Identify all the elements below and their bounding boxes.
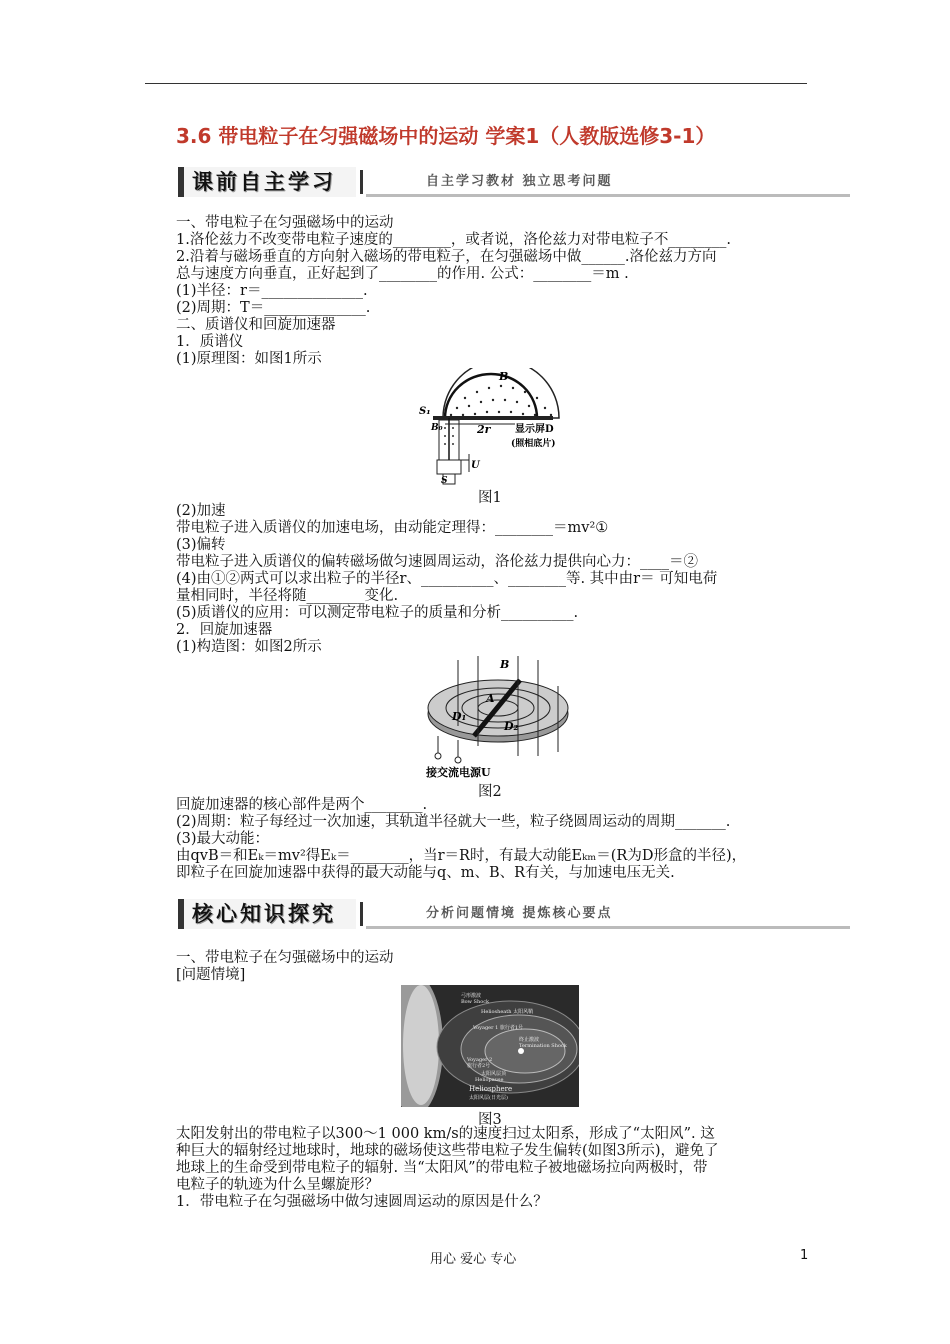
text-line: 1．带电粒子在匀强磁场中做匀速圆周运动的原因是什么？ xyxy=(176,1194,548,1210)
text-line: 回旋加速器的核心部件是两个________. xyxy=(176,797,428,813)
text-line: 由qvB＝和Eₖ＝mv²得Eₖ＝________，当r＝R时，有最大动能Eₖₘ＝(R为D形盒的半径)， xyxy=(176,848,747,864)
text-line: 一、带电粒子在匀强磁场中的运动 xyxy=(176,215,394,231)
figure2-caption: 图2 xyxy=(478,784,502,800)
text-line: 即粒子在回旋加速器中获得的最大动能与q、m、B、R有关，与加速电压无关. xyxy=(176,865,675,881)
label-s: S xyxy=(441,476,448,486)
text-line: (2)周期：T＝______________. xyxy=(176,300,371,316)
fig3-label: 弓形激波 xyxy=(461,993,482,999)
text-line: 2.沿着与磁场垂直的方向射入磁场的带电粒子，在匀强磁场中做______.洛伦兹力方向 xyxy=(176,249,717,265)
label-b: B xyxy=(500,658,510,671)
text-line: 电粒子的轨迹为什么呈螺旋形？ xyxy=(176,1177,379,1193)
text-line: 种巨大的辐射经过地球时，地球的磁场使这些带电粒子发生偏转(如图3所示)，避免了 xyxy=(176,1143,719,1159)
footer-motto: 用心 爱心 专心 xyxy=(430,1252,517,1267)
text-line: (1)原理图：如图1所示 xyxy=(176,351,322,367)
figure1-caption: 图1 xyxy=(478,490,502,506)
fig3-label: 太阳风层(日光层) xyxy=(469,1095,508,1101)
fig3-label: 旅行者2号 xyxy=(467,1063,491,1069)
heliosphere-figure xyxy=(401,985,579,1107)
section-banner-preview xyxy=(178,164,850,202)
banner-divider xyxy=(360,170,363,194)
text-line: 2．回旋加速器 xyxy=(176,622,273,638)
banner-subtitle: 分析问题情境 提炼核心要点 xyxy=(426,906,613,921)
banner-tag: 核心知识探究 xyxy=(178,899,356,929)
fig3-label: Voyager 1 旅行者1号 xyxy=(473,1025,524,1031)
section3-text xyxy=(176,797,816,882)
label-a: A xyxy=(486,692,495,705)
section2-text xyxy=(176,503,816,656)
text-line: 一、带电粒子在匀强磁场中的运动 xyxy=(176,950,394,966)
mass-spectrometer-figure xyxy=(415,368,605,486)
text-line: 地球上的生命受到带电粒子的辐射. 当“太阳风”的带电粒子被地磁场拉向两极时，带 xyxy=(176,1160,708,1176)
label-2r: 2r xyxy=(477,423,491,436)
label-d2: D₂ xyxy=(504,720,519,733)
banner-underline xyxy=(366,926,850,929)
banner-underline xyxy=(366,194,850,197)
label-ac-source: 接交流电源U xyxy=(426,766,491,779)
text-line: (1)半径：r＝______________. xyxy=(176,283,368,299)
fig3-label: Heliosphere xyxy=(469,1085,513,1093)
text-line: 二、质谱仪和回旋加速器 xyxy=(176,317,336,333)
section1-text xyxy=(176,215,816,368)
text-line: 带电粒子进入质谱仪的加速电场，由动能定理得：________＝mv²① xyxy=(176,520,609,536)
label-d1: D₁ xyxy=(452,710,467,723)
label-s1: S₁ xyxy=(419,406,431,417)
label-film: (照相底片) xyxy=(511,439,556,449)
text-line: (3)偏转 xyxy=(176,537,226,553)
label-b: B xyxy=(499,370,509,383)
page-number: 1 xyxy=(800,1248,809,1263)
fig3-label: Voyager 2 xyxy=(467,1057,493,1063)
page-title: 3.6 带电粒子在匀强磁场中的运动 学案1（人教版选修3-1） xyxy=(176,124,716,148)
cyclotron-figure xyxy=(418,656,588,780)
banner-subtitle: 自主学习教材 独立思考问题 xyxy=(426,174,613,189)
text-line: 1．质谱仪 xyxy=(176,334,244,350)
fig3-label: Heliopause xyxy=(475,1077,504,1083)
banner-divider xyxy=(360,902,363,926)
fig3-label: Bow Shock xyxy=(461,999,490,1005)
text-line: (2)加速 xyxy=(176,503,226,519)
section-banner-core xyxy=(178,896,850,934)
text-line: (4)由①②两式可以求出粒子的半径r、__________、________等. 其中由r＝ 可知电荷 xyxy=(176,571,718,587)
text-line: [问题情境] xyxy=(176,967,246,983)
text-line: (1)构造图：如图2所示 xyxy=(176,639,322,655)
fig3-label: 终止激波 xyxy=(519,1037,540,1043)
text-line: 太阳发射出的带电粒子以300～1 000 km/s的速度扫过太阳系，形成了“太阳风”. 这 xyxy=(176,1126,715,1142)
text-line: 量相同时，半径将随________变化. xyxy=(176,588,399,604)
label-u: U xyxy=(471,460,480,471)
label-screen: 显示屏D xyxy=(515,424,554,435)
label-b0: B₀ xyxy=(431,423,443,433)
fig3-label: Heliosheath 太阳风鞘 xyxy=(481,1009,534,1015)
text-line: (2)周期：粒子每经过一次加速，其轨道半径就大一些，粒子绕圆周运动的周期_______. xyxy=(176,814,731,830)
banner-tag: 课前自主学习 xyxy=(178,167,356,197)
text-line: (3)最大动能： xyxy=(176,831,270,847)
text-line: 总与速度方向垂直，正好起到了________的作用. 公式：________＝m . xyxy=(176,266,629,282)
text-line: (5)质谱仪的应用：可以测定带电粒子的质量和分析__________. xyxy=(176,605,579,621)
figure3-caption: 图3 xyxy=(478,1112,502,1128)
text-line: 1.洛伦兹力不改变带电粒子速度的________，或者说，洛伦兹力对带电粒子不________. xyxy=(176,232,731,248)
fig3-label: Termination Shock xyxy=(519,1043,567,1049)
fig3-label: 太阳风层顶 xyxy=(481,1071,507,1077)
section4-text xyxy=(176,950,816,984)
section5-text xyxy=(176,1126,816,1211)
header-rule xyxy=(145,83,807,84)
text-line: 带电粒子进入质谱仪的偏转磁场做匀速圆周运动，洛伦兹力提供向心力：____＝② xyxy=(176,554,698,570)
